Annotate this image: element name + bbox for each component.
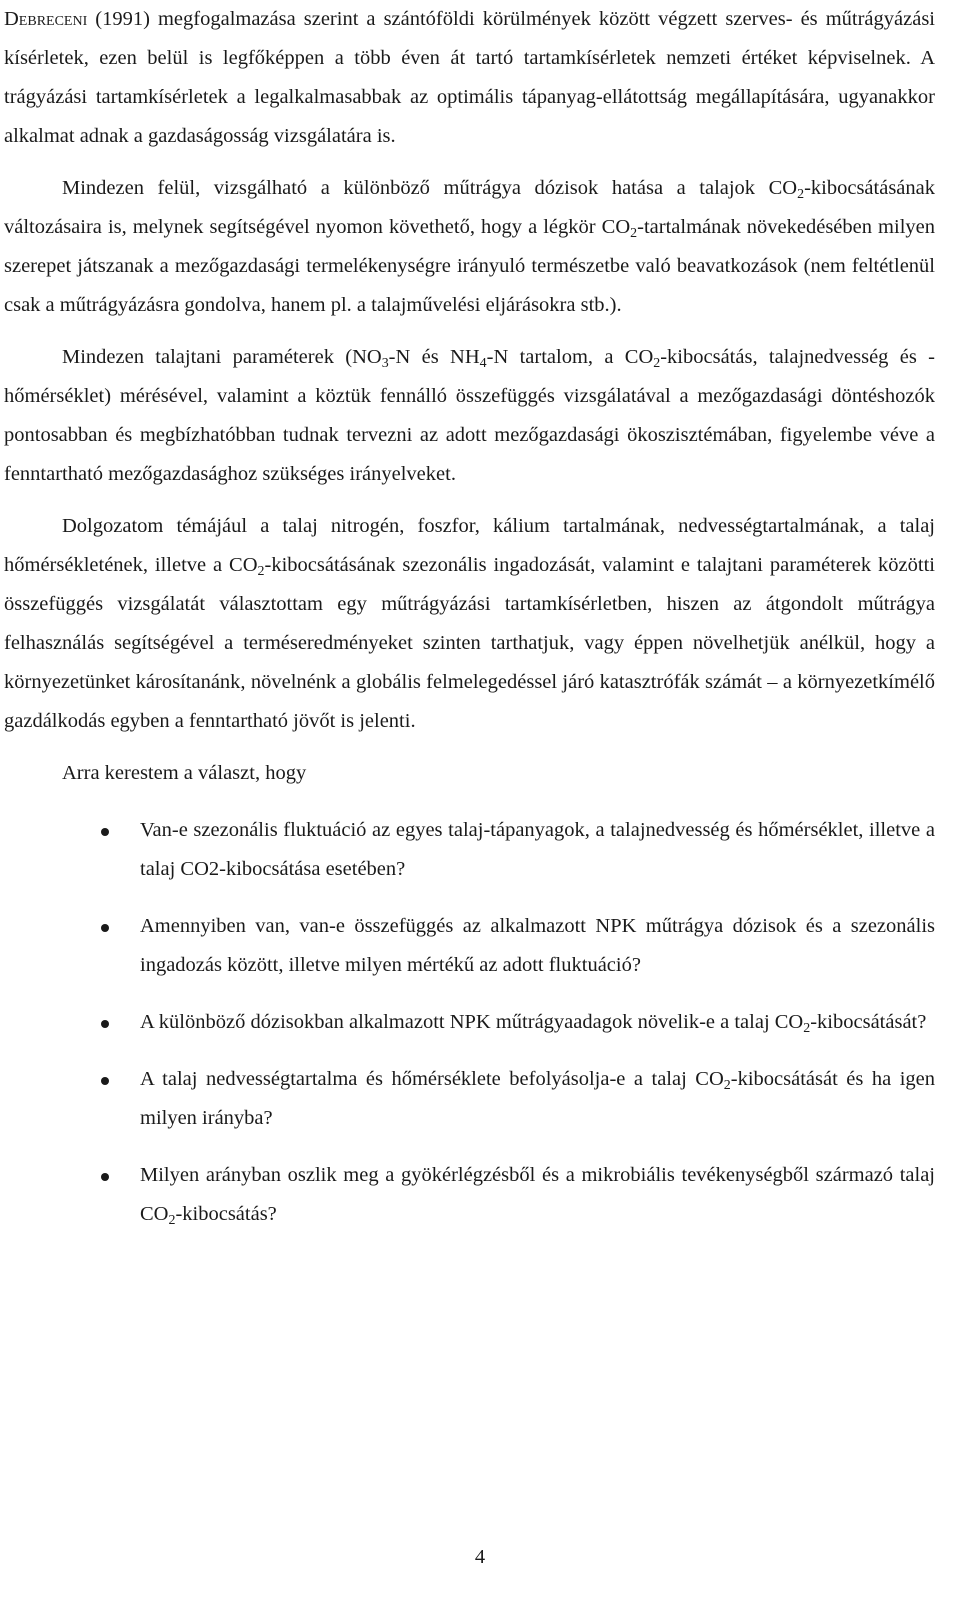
paragraph-2-text-3: -tartalmának növekedésében milyen szerepet játszanak a mezőgazdasági termelékenységre irányuló természetbe való beavatkozások (nem feltétlenül csak a műtrágyázásra gondolva, hanem pl. a talajművelési eljárásokra stb.). <box>4 216 935 316</box>
list-item-text: Amennyiben van, van-e összefüggés az alkalmazott NPK műtrágya dózisok és a szezonális ingadozás között, illetve milyen mértékű az adott fluktuáció? <box>140 915 935 976</box>
list-item-text: -kibocsátás? <box>175 1203 277 1225</box>
list-item <box>0 1156 935 1234</box>
subscript: 4 <box>479 355 487 371</box>
list-item-text: -kibocsátását? <box>810 1011 927 1033</box>
list-item-text: A talaj nedvességtartalma és hőmérséklete befolyásolja-e a talaj CO <box>140 1068 724 1090</box>
bullet-icon <box>101 1020 109 1028</box>
paragraph-3-text-2: -N és NH <box>388 346 480 368</box>
author-name: Debreceni <box>4 8 88 30</box>
subscript: 2 <box>803 1020 811 1036</box>
paragraph-3-text-3: -N tartalom, a CO <box>486 346 654 368</box>
paragraph-2-text-1: Mindezen felül, vizsgálható a különböző műtrágya dózisok hatása a talajok CO <box>62 177 798 199</box>
list-item <box>0 1003 935 1042</box>
paragraph-3-text-4: -kibocsátás, talajnedvesség és -hőmérséklet) mérésével, valamint a köztük fennálló összefüggés vizsgálatával a mezőgazdasági döntéshozók pontosabban és megbízhatóbban tudnak tervezni az adott mezőgazdasági ökoszisztémában, figyelembe véve a fenntartható mezőgazdasághoz szükséges irányelveket. <box>4 346 935 485</box>
paragraph-4 <box>4 507 935 741</box>
subscript: 2 <box>257 563 265 579</box>
paragraph-4-text-1: Dolgozatom témájául a talaj nitrogén, foszfor, kálium tartalmának, nedvességtartalmának, a talaj hőmérsékletének, illetve a CO <box>4 515 935 576</box>
paragraph-2-text-2: -kibocsátásának változásaira is, melynek segítségével nyomon követhető, hogy a légkör CO <box>4 177 935 238</box>
paragraph-1 <box>4 0 935 156</box>
question-lead: Arra kerestem a választ, hogy <box>62 762 307 784</box>
paragraph-1-text: (1991) megfogalmazása szerint a szántóföldi körülmények között végzett szerves- és műtrágyázási kísérletek, ezen belül is legfőképpen a több éven át tartó tartamkísérletek nemzeti értéket képviselnek. A trágyázási tartamkísérletek a legalkalmasabbak az optimális tápanyag-ellátottság megállapítására, ugyanakkor alkalmat adnak a gazdaságosság vizsgálatára is. <box>4 8 935 147</box>
list-item <box>0 907 935 985</box>
subscript: 2 <box>653 355 661 371</box>
list-item-text: A különböző dózisokban alkalmazott NPK műtrágyaadagok növelik-e a talaj CO <box>140 1011 804 1033</box>
paragraph-3-text-1: Mindezen talajtani paraméterek (NO <box>62 346 382 368</box>
bullet-icon <box>101 1173 109 1181</box>
subscript: 2 <box>723 1077 731 1093</box>
bullet-icon <box>101 828 109 836</box>
list-item <box>0 811 935 889</box>
paragraph-3 <box>4 338 935 494</box>
paragraph-4-text-2: -kibocsátásának szezonális ingadozását, valamint e talajtani paraméterek közötti összefüggés vizsgálatát választottam egy műtrágyázási tartamkísérletben, hiszen az átgondolt műtrágya felhasználás segítségével a terméseredményeket szinten tarthatjuk, vagy éppen növelhetjük anélkül, hogy a környezetünket károsítanánk, növelnénk a globális felmelegedéssel járó katasztrófák számát – a környezetkímélő gazdálkodás egyben a fenntartható jövőt is jelenti. <box>4 554 935 732</box>
paragraph-2 <box>4 169 935 325</box>
subscript: 2 <box>797 186 805 202</box>
subscript: 3 <box>381 355 389 371</box>
list-item-text: -kibocsátását és ha igen milyen irányba? <box>140 1068 936 1129</box>
bullet-icon <box>101 1077 109 1085</box>
list-item-text: Milyen arányban oszlik meg a gyökérlégzésből és a mikrobiális tevékenységből származó talaj CO <box>140 1164 935 1225</box>
bullet-icon <box>101 924 109 932</box>
list-item <box>0 1060 935 1138</box>
subscript: 2 <box>168 1212 176 1228</box>
question-list <box>0 811 935 1234</box>
page-number: 4 <box>474 1546 486 1568</box>
subscript: 2 <box>630 225 638 241</box>
list-item-text: Van-e szezonális fluktuáció az egyes talaj-tápanyagok, a talajnedvesség és hőmérséklet, illetve a talaj CO2-kibocsátása esetében? <box>140 819 935 880</box>
